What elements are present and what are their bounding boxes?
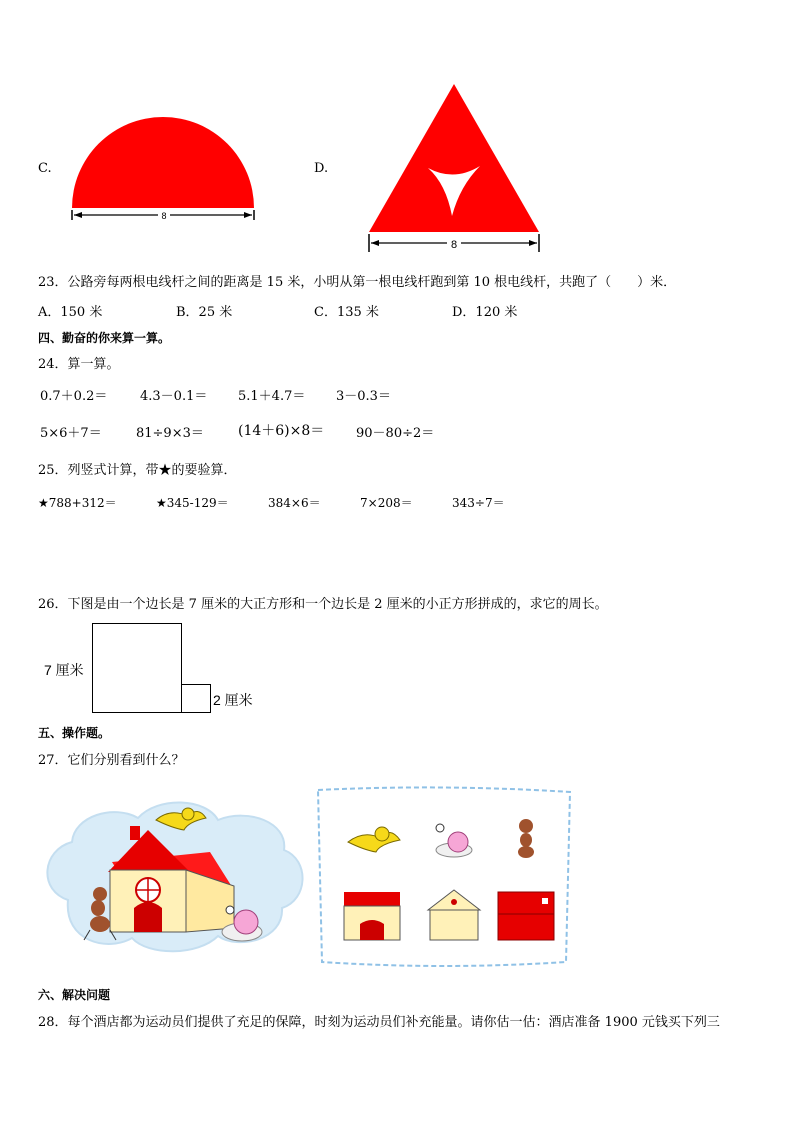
q24-r1-3: 5.1＋4.7＝: [238, 389, 306, 404]
q24-r2-4: 90－80÷2＝: [356, 426, 435, 441]
q23-option-c: C．135 米: [314, 305, 379, 320]
q25-item-4: 7×208＝: [360, 496, 413, 510]
q28-text: 28．每个酒店都为运动员们提供了充足的保障，时刻为运动员们补充能量。请你估一估：酒店准备 1900 元钱买下列三: [38, 1015, 720, 1030]
q25-title: 25．列竖式计算，带★的要验算．: [38, 463, 237, 478]
q24-r1-1: 0.7＋0.2＝: [40, 389, 108, 404]
q25-item-5: 343÷7＝: [452, 496, 505, 510]
q23-option-b: B．25 米: [176, 305, 233, 320]
q23-text: 23．公路旁每两根电线杆之间的距离是 15 米，小明从第一根电线杆跑到第 10 根电线杆，共跑了（ ）米．: [38, 275, 677, 290]
q24-title: 24．算一算。: [38, 357, 120, 372]
q27-title: 27．它们分别看到什么？: [38, 753, 185, 768]
big-square: [92, 623, 182, 713]
small-square-label: 2 厘米: [213, 692, 253, 708]
q24-r1-4: 3－0.3＝: [336, 389, 391, 404]
house-scene-illustration: [38, 790, 308, 960]
semicircle-figure: [68, 114, 258, 224]
section-6-title: 六、解决问题: [38, 988, 111, 1002]
q24-r2-2: 81÷9×3＝: [136, 426, 204, 441]
section-4-title: 四、勤奋的你来算一算。: [38, 331, 171, 345]
q26-text: 26．下图是由一个边长是 7 厘米的大正方形和一个边长是 2 厘米的小正方形拼成的，求它的周长。: [38, 597, 608, 612]
triangle-figure: [364, 82, 544, 254]
triangle-dimension: 8: [450, 239, 458, 251]
section-5-title: 五、操作题。: [38, 726, 111, 740]
semicircle-dimension: 8: [161, 211, 167, 221]
q24-r2-3: (14＋6)×8＝: [238, 423, 325, 439]
q25-item-3: 384×6＝: [268, 496, 321, 510]
q23-option-a: A．150 米: [38, 305, 103, 320]
option-c-label: C.: [38, 161, 52, 176]
q24-r1-2: 4.3－0.1＝: [140, 389, 208, 404]
small-square: [181, 684, 211, 713]
q25-item-2: ★345-129＝: [156, 496, 229, 510]
big-square-label: 7 厘米: [44, 662, 84, 678]
q23-option-d: D．120 米: [452, 305, 518, 320]
q24-r2-1: 5×6＋7＝: [40, 426, 102, 441]
answer-card: [314, 786, 576, 970]
option-d-label: D.: [314, 161, 329, 176]
q25-item-1: ★788+312＝: [38, 496, 117, 510]
